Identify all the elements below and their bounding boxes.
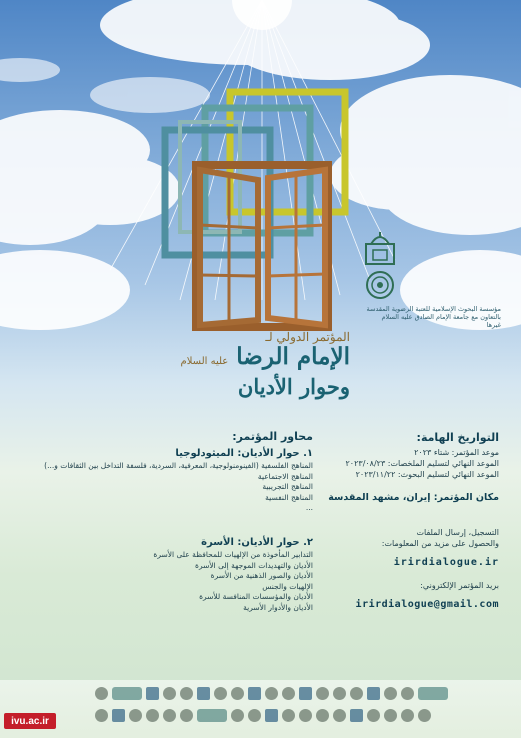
axis-1-item: المناهج التجريبية	[262, 482, 313, 491]
shrine-logo-icon	[363, 230, 397, 266]
axis-2-title: ٢. حوار الأديان: الأسرة	[201, 536, 313, 548]
title-line-2	[170, 344, 350, 375]
partner-logo-icon	[163, 687, 176, 700]
website-link[interactable]: irirdialogue.ir	[393, 557, 499, 568]
conference-title	[170, 330, 350, 399]
partner-logo-icon	[146, 709, 159, 722]
partner-logo-icon	[197, 687, 210, 700]
axis-2-item: الأديان والأدوار الأسرية	[243, 602, 313, 612]
ivu-badge[interactable]: ivu.ac.ir	[4, 713, 56, 729]
registration-line-1: التسجيل، إرسال الملفات	[416, 528, 499, 537]
dates-heading: التواريخ الهامة:	[416, 431, 499, 444]
conference-place: مكان المؤتمر: إيران، مشهد المقدسة	[328, 492, 499, 503]
conference-date: موعد المؤتمر: شتاء ٢٠٢٣	[414, 448, 499, 457]
partner-logo-icon	[418, 687, 448, 700]
partner-logo-icon	[95, 687, 108, 700]
partner-logo-icon	[163, 709, 176, 722]
partner-logo-icon	[146, 687, 159, 700]
seal-logo-icon	[365, 270, 395, 300]
partner-logo-icon	[265, 687, 278, 700]
papers-deadline: الموعد النهائي لتسليم البحوث: ٢٠٢٣/١١/٢٢	[355, 470, 499, 479]
dates-column	[294, 432, 499, 610]
abstracts-deadline: الموعد النهائي لتسليم الملخصات: ٢٠٢٣/٠٨/٢٣	[345, 459, 499, 468]
partner-logo-icon	[248, 709, 261, 722]
title-line-1: المؤتمر الدولي لـ	[265, 330, 350, 344]
institution-line-1: مؤسسة البحوث الإسلامية للعتبة الرضوية المقدسة	[366, 305, 501, 313]
email-link[interactable]: irirdialogue@gmail.com	[355, 599, 499, 610]
partner-logos-row-1	[95, 684, 515, 702]
partner-logo-icon	[129, 709, 142, 722]
partner-logo-icon	[418, 709, 431, 722]
axis-2-item: التدابير المأخوذة من الإلهيات للمحافظة على الأسرة	[153, 550, 313, 559]
institution-line-3: غيرها	[486, 321, 501, 329]
partner-logo-icon	[401, 709, 414, 722]
axis-2-item: الأديان والمؤسسات المنافسة للأسرة	[199, 592, 313, 601]
axis-1-title: ١. حوار الأديان: الميثودلوجيا	[175, 447, 313, 459]
partner-logo-icon	[231, 687, 244, 700]
partner-logo-icon	[248, 687, 261, 700]
partner-logo-icon	[384, 709, 397, 722]
partner-logo-icon	[265, 709, 278, 722]
partner-logo-icon	[197, 709, 227, 722]
axes-heading: محاور المؤتمر:	[232, 430, 313, 443]
partner-logo-icon	[282, 709, 295, 722]
institution-text	[321, 305, 501, 329]
title-line-3: وحوار الأديان	[237, 374, 350, 399]
partner-logo-icon	[367, 687, 380, 700]
axis-2-item: الأديان والصور الذهنية من الأسرة	[210, 571, 313, 580]
axis-1-item: المناهج الاجتماعية	[257, 471, 313, 481]
axis-2-item: الإلهيات والجنس	[262, 581, 313, 591]
registration-line-2: والحصول على مزيد من المعلومات:	[381, 539, 499, 548]
partner-logo-icon	[112, 709, 125, 722]
axis-1-item: المناهج الفلسفية (الفينومنولوجية، المعرفية، السردية، فلسفة التداخل بين الثقافات و...)	[44, 461, 313, 470]
title-honorific: عليه السلام	[180, 356, 229, 367]
partner-logo-icon	[333, 687, 346, 700]
axis-2-item: الأديان والتهديدات الموجهة إلى الأسرة	[195, 560, 313, 570]
institution-logos	[355, 230, 405, 300]
partner-logo-icon	[384, 687, 397, 700]
partner-logos-row-2	[95, 706, 515, 724]
institution-line-2: بالتعاون مع جامعة الإمام الصادق عليه السلام	[381, 313, 501, 321]
partner-logo-icon	[350, 687, 363, 700]
partner-logo-icon	[367, 709, 380, 722]
partner-logo-icon	[214, 687, 227, 700]
partner-logo-icon	[299, 709, 312, 722]
partner-logo-icon	[180, 687, 193, 700]
partner-logo-icon	[231, 709, 244, 722]
partner-logo-icon	[180, 709, 193, 722]
partner-logo-icon	[95, 709, 108, 722]
partner-logo-icon	[112, 687, 142, 700]
partner-logo-icon	[282, 687, 295, 700]
axes-column	[8, 432, 313, 613]
partner-logos-footer	[0, 680, 521, 738]
partner-logo-icon	[401, 687, 414, 700]
title-main: الإمام الرضا	[236, 343, 350, 370]
partner-logo-icon	[316, 687, 329, 700]
partner-logo-icon	[350, 709, 363, 722]
axis-1-item: المناهج النفسية	[265, 492, 313, 502]
partner-logo-icon	[316, 709, 329, 722]
partner-logo-icon	[333, 709, 346, 722]
partner-logo-icon	[299, 687, 312, 700]
email-label: بريد المؤتمر الإلكتروني:	[420, 581, 499, 590]
axis-1-item: ...	[305, 503, 313, 512]
